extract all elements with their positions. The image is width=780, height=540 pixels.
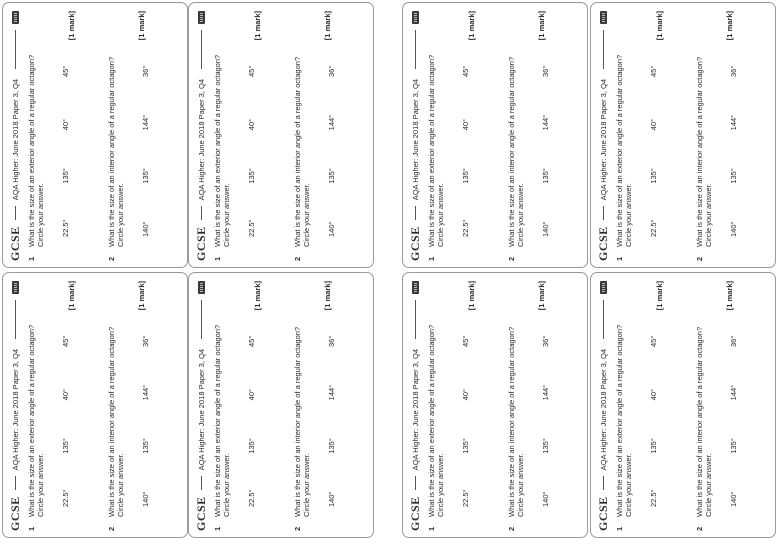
source-label: AQA Higher: June 2018 Paper 3, Q4	[598, 348, 608, 471]
card-header	[595, 281, 611, 531]
question-text	[427, 47, 445, 247]
source-label: AQA Higher: June 2018 Paper 3, Q4	[598, 78, 608, 201]
answer-option[interactable]: 135°	[461, 168, 470, 184]
question-number: 1	[427, 526, 436, 531]
mark-label: [1 mark]	[655, 281, 664, 311]
answer-option[interactable]: 45°	[461, 65, 470, 78]
question-text	[427, 317, 445, 517]
answer-option[interactable]: 144°	[141, 114, 150, 131]
question-instruction: Circle your answer.	[302, 183, 311, 247]
question-line: What is the size of an interior angle of a regular octagon?	[507, 56, 516, 247]
card-header	[407, 281, 423, 531]
answer-option[interactable]: 36°	[327, 65, 336, 78]
answer-option[interactable]: 135°	[461, 438, 470, 454]
header-rule	[603, 206, 604, 220]
card-content	[591, 273, 775, 537]
question-text	[507, 317, 525, 517]
answer-option[interactable]: 22.5°	[649, 219, 658, 237]
answer-option[interactable]: 144°	[327, 384, 336, 401]
mark-label: [1 mark]	[323, 281, 332, 311]
question-line: What is the size of an interior angle of a regular octagon?	[107, 326, 116, 517]
answer-option[interactable]: 135°	[141, 168, 150, 184]
answer-option[interactable]: 40°	[649, 119, 658, 131]
answer-options	[141, 307, 150, 507]
header-rule-long	[603, 30, 604, 69]
answer-option[interactable]: 135°	[729, 168, 738, 184]
answer-option[interactable]: 135°	[541, 168, 550, 184]
answer-option[interactable]: 135°	[61, 438, 70, 454]
answer-option[interactable]: 144°	[327, 114, 336, 131]
answer-option[interactable]: 22.5°	[61, 219, 70, 237]
question-line: What is the size of an exterior angle of a regular octagon?	[213, 54, 222, 247]
mark-label: [1 mark]	[67, 281, 76, 311]
question-line: What is the size of an exterior angle of a regular octagon?	[615, 324, 624, 517]
mark-label: [1 mark]	[253, 281, 262, 311]
source-label: AQA Higher: June 2018 Paper 3, Q4	[10, 78, 20, 201]
question-text	[213, 317, 231, 517]
answer-option[interactable]: 135°	[247, 168, 256, 184]
source-label: AQA Higher: June 2018 Paper 3, Q4	[196, 78, 206, 201]
question-line: What is the size of an interior angle of a regular octagon?	[293, 326, 302, 517]
question-card	[590, 272, 776, 538]
answer-option[interactable]: 135°	[61, 168, 70, 184]
source-label: AQA Higher: June 2018 Paper 3, Q4	[410, 78, 420, 201]
answer-option[interactable]: 144°	[541, 384, 550, 401]
mark-label: [1 mark]	[137, 281, 146, 311]
header-rule-long	[415, 30, 416, 69]
answer-option[interactable]: 22.5°	[461, 219, 470, 237]
answer-option[interactable]: 45°	[461, 335, 470, 348]
question-line: What is the size of an interior angle of a regular octagon?	[507, 326, 516, 517]
question-line: What is the size of an interior angle of a regular octagon?	[695, 326, 704, 517]
answer-option[interactable]: 135°	[327, 438, 336, 454]
question-line: What is the size of an interior angle of a regular octagon?	[695, 56, 704, 247]
question-card	[402, 2, 588, 268]
answer-option[interactable]: 40°	[61, 119, 70, 131]
answer-option[interactable]: 36°	[141, 335, 150, 348]
header-rule	[201, 476, 202, 490]
answer-option[interactable]: 45°	[649, 65, 658, 78]
question-number: 1	[615, 526, 624, 531]
question-text	[293, 47, 311, 247]
card-content	[591, 3, 775, 267]
question-number: 2	[107, 256, 116, 261]
card-header	[407, 11, 423, 261]
question-number: 1	[427, 256, 436, 261]
answer-option[interactable]: 144°	[541, 114, 550, 131]
answer-options	[61, 37, 70, 237]
header-rule-long	[201, 30, 202, 69]
answer-option[interactable]: 40°	[247, 389, 256, 401]
question-card	[188, 272, 374, 538]
question-instruction: Circle your answer.	[36, 183, 45, 247]
calculator-icon	[412, 11, 419, 24]
answer-option[interactable]: 45°	[61, 335, 70, 348]
answer-option[interactable]: 45°	[61, 65, 70, 78]
question-number: 1	[27, 526, 36, 531]
header-rule	[15, 476, 16, 490]
answer-options	[541, 307, 550, 507]
question-line: What is the size of an exterior angle of a regular octagon?	[27, 324, 36, 517]
question-number: 1	[615, 256, 624, 261]
answer-options	[61, 307, 70, 507]
mark-label: [1 mark]	[467, 281, 476, 311]
question-line: What is the size of an exterior angle of a regular octagon?	[213, 324, 222, 517]
question-text	[107, 47, 125, 247]
question-text	[27, 317, 45, 517]
answer-option[interactable]: 40°	[461, 389, 470, 401]
question-instruction: Circle your answer.	[704, 183, 713, 247]
answer-option[interactable]: 140°	[729, 221, 738, 237]
answer-options	[649, 37, 658, 237]
answer-option[interactable]: 140°	[141, 221, 150, 237]
mark-label: [1 mark]	[725, 281, 734, 311]
question-instruction: Circle your answer.	[222, 453, 231, 517]
answer-option[interactable]: 22.5°	[649, 489, 658, 507]
answer-option[interactable]: 36°	[729, 65, 738, 78]
card-header	[7, 11, 23, 261]
calculator-icon	[412, 281, 419, 294]
answer-options	[729, 307, 738, 507]
question-line: What is the size of an exterior angle of a regular octagon?	[427, 54, 436, 247]
answer-option[interactable]: 22.5°	[461, 489, 470, 507]
gcse-logo: GCSE	[193, 496, 208, 531]
answer-option[interactable]: 144°	[141, 384, 150, 401]
header-rule-long	[201, 300, 202, 339]
gcse-logo: GCSE	[193, 226, 208, 261]
card-content	[189, 273, 373, 537]
header-rule	[15, 206, 16, 220]
mark-label: [1 mark]	[537, 281, 546, 311]
card-content	[189, 3, 373, 267]
answer-options	[247, 307, 256, 507]
question-instruction: Circle your answer.	[36, 453, 45, 517]
mark-label: [1 mark]	[467, 11, 476, 41]
mark-label: [1 mark]	[323, 11, 332, 41]
answer-option[interactable]: 36°	[541, 65, 550, 78]
answer-option[interactable]: 135°	[247, 438, 256, 454]
answer-option[interactable]: 135°	[649, 438, 658, 454]
mark-label: [1 mark]	[67, 11, 76, 41]
source-label: AQA Higher: June 2018 Paper 3, Q4	[10, 348, 20, 471]
question-card	[188, 2, 374, 268]
calculator-icon	[600, 281, 607, 294]
answer-option[interactable]: 135°	[541, 438, 550, 454]
gcse-logo: GCSE	[7, 226, 22, 261]
question-instruction: Circle your answer.	[116, 453, 125, 517]
answer-option[interactable]: 40°	[461, 119, 470, 131]
question-number: 2	[695, 526, 704, 531]
answer-options	[141, 37, 150, 237]
answer-option[interactable]: 135°	[327, 168, 336, 184]
header-rule-long	[15, 300, 16, 339]
question-card	[2, 272, 188, 538]
mark-label: [1 mark]	[537, 11, 546, 41]
question-number: 2	[107, 526, 116, 531]
answer-option[interactable]: 40°	[247, 119, 256, 131]
question-instruction: Circle your answer.	[436, 183, 445, 247]
question-line: What is the size of an exterior angle of a regular octagon?	[27, 54, 36, 247]
answer-option[interactable]: 36°	[541, 335, 550, 348]
answer-options	[729, 37, 738, 237]
answer-option[interactable]: 140°	[141, 491, 150, 507]
header-rule-long	[15, 30, 16, 69]
header-rule-long	[415, 300, 416, 339]
question-instruction: Circle your answer.	[436, 453, 445, 517]
answer-options	[327, 37, 336, 237]
question-text	[615, 317, 633, 517]
answer-option[interactable]: 140°	[729, 491, 738, 507]
card-content	[3, 3, 187, 267]
answer-option[interactable]: 144°	[729, 384, 738, 401]
question-instruction: Circle your answer.	[704, 453, 713, 517]
answer-option[interactable]: 40°	[649, 389, 658, 401]
question-text	[107, 317, 125, 517]
question-text	[293, 317, 311, 517]
answer-option[interactable]: 135°	[141, 438, 150, 454]
answer-option[interactable]: 36°	[729, 335, 738, 348]
source-label: AQA Higher: June 2018 Paper 3, Q4	[196, 348, 206, 471]
mark-label: [1 mark]	[137, 11, 146, 41]
answer-option[interactable]: 22.5°	[247, 489, 256, 507]
answer-option[interactable]: 45°	[649, 335, 658, 348]
answer-option[interactable]: 40°	[61, 389, 70, 401]
mark-label: [1 mark]	[253, 11, 262, 41]
question-number: 1	[213, 526, 222, 531]
answer-option[interactable]: 22.5°	[61, 489, 70, 507]
question-number: 2	[293, 526, 302, 531]
card-header	[595, 11, 611, 261]
answer-options	[461, 37, 470, 237]
answer-option[interactable]: 45°	[247, 335, 256, 348]
question-card	[590, 2, 776, 268]
answer-option[interactable]: 36°	[327, 335, 336, 348]
header-rule-long	[603, 300, 604, 339]
card-header	[193, 281, 209, 531]
question-text	[213, 47, 231, 247]
question-line: What is the size of an exterior angle of a regular octagon?	[427, 324, 436, 517]
gcse-logo: GCSE	[407, 496, 422, 531]
question-line: What is the size of an interior angle of a regular octagon?	[107, 56, 116, 247]
question-instruction: Circle your answer.	[302, 453, 311, 517]
answer-options	[541, 37, 550, 237]
question-instruction: Circle your answer.	[624, 453, 633, 517]
answer-option[interactable]: 135°	[729, 438, 738, 454]
question-instruction: Circle your answer.	[516, 453, 525, 517]
header-rule	[415, 206, 416, 220]
card-content	[403, 3, 587, 267]
card-header	[193, 11, 209, 261]
answer-option[interactable]: 135°	[649, 168, 658, 184]
answer-options	[327, 307, 336, 507]
question-text	[695, 317, 713, 517]
question-text	[507, 47, 525, 247]
answer-option[interactable]: 36°	[141, 65, 150, 78]
gcse-logo: GCSE	[595, 226, 610, 261]
question-number: 2	[507, 526, 516, 531]
card-content	[403, 273, 587, 537]
answer-option[interactable]: 140°	[541, 491, 550, 507]
answer-options	[461, 307, 470, 507]
answer-option[interactable]: 144°	[729, 114, 738, 131]
question-text	[695, 47, 713, 247]
question-text	[27, 47, 45, 247]
calculator-icon	[12, 11, 19, 24]
calculator-icon	[198, 11, 205, 24]
answer-option[interactable]: 140°	[327, 221, 336, 237]
answer-option[interactable]: 45°	[247, 65, 256, 78]
card-content	[3, 273, 187, 537]
source-label: AQA Higher: June 2018 Paper 3, Q4	[410, 348, 420, 471]
answer-options	[649, 307, 658, 507]
mark-label: [1 mark]	[655, 11, 664, 41]
card-header	[7, 281, 23, 531]
question-instruction: Circle your answer.	[516, 183, 525, 247]
gcse-logo: GCSE	[595, 496, 610, 531]
question-line: What is the size of an exterior angle of a regular octagon?	[615, 54, 624, 247]
calculator-icon	[600, 11, 607, 24]
answer-option[interactable]: 140°	[541, 221, 550, 237]
question-card	[2, 2, 188, 268]
header-rule	[415, 476, 416, 490]
question-number: 2	[695, 256, 704, 261]
gcse-logo: GCSE	[7, 496, 22, 531]
question-instruction: Circle your answer.	[222, 183, 231, 247]
question-text	[615, 47, 633, 247]
answer-options	[247, 37, 256, 237]
question-line: What is the size of an interior angle of a regular octagon?	[293, 56, 302, 247]
answer-option[interactable]: 22.5°	[247, 219, 256, 237]
calculator-icon	[12, 281, 19, 294]
question-instruction: Circle your answer.	[624, 183, 633, 247]
mark-label: [1 mark]	[725, 11, 734, 41]
question-instruction: Circle your answer.	[116, 183, 125, 247]
question-number: 2	[293, 256, 302, 261]
question-card	[402, 272, 588, 538]
question-number: 1	[27, 256, 36, 261]
header-rule	[603, 476, 604, 490]
calculator-icon	[198, 281, 205, 294]
gcse-logo: GCSE	[407, 226, 422, 261]
question-number: 1	[213, 256, 222, 261]
question-number: 2	[507, 256, 516, 261]
header-rule	[201, 206, 202, 220]
answer-option[interactable]: 140°	[327, 491, 336, 507]
